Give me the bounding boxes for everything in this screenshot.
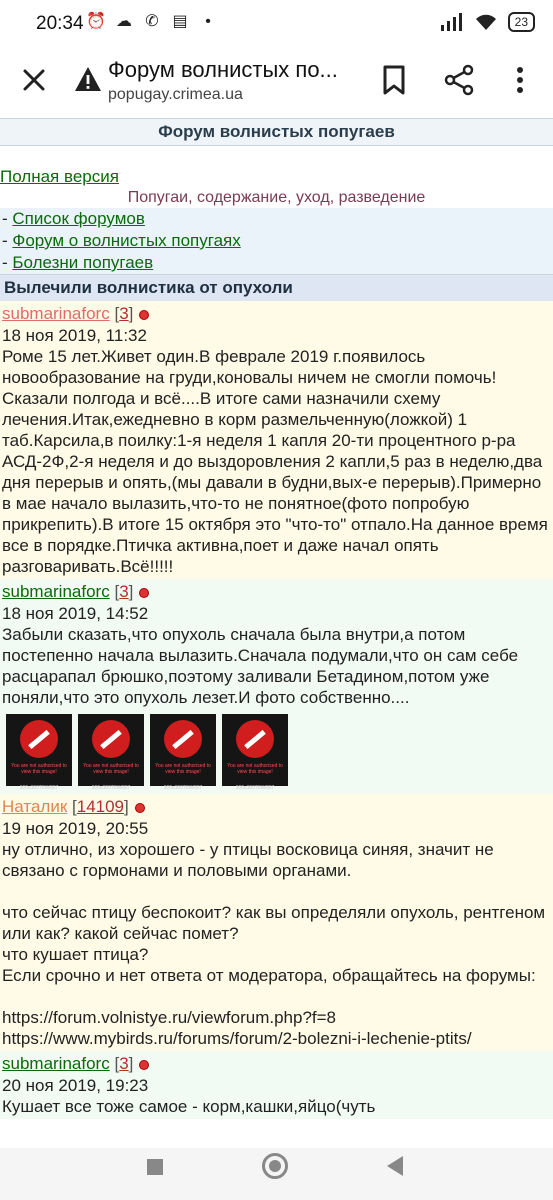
attachment-caption: You are not authorised to view this image! [155, 763, 211, 775]
attachment-image[interactable] [78, 714, 144, 791]
wifi-icon [474, 12, 498, 32]
forum-tagline: Попугаи, содержание, уход, разведение [127, 189, 426, 206]
battery-icon: 23 [508, 12, 535, 32]
full-version-row [0, 166, 553, 187]
post-author-link[interactable]: submarinaforc [2, 582, 110, 601]
post-rank: [3] [114, 1054, 134, 1073]
signal-icon [440, 12, 464, 32]
post-paragraph: ну отлично, из хорошего - у птицы восковица синяя, значит не связано с гормонами и половыми органами. [2, 840, 494, 880]
post-paragraph: Забыли сказать,что опухоль сначала была внутри,а потом постепенно начала вылазить.Сначала подумали,что он сам себе расцарапал брюшко,поэтому заливали Бетадином,потом уже поняли,что это опухоль лезет.И фото собственно.... [2, 625, 519, 707]
more-dots-icon: • [205, 13, 211, 30]
recents-icon[interactable] [147, 1159, 163, 1175]
bookmark-icon[interactable] [380, 64, 408, 96]
post-paragraph [2, 881, 551, 902]
forum-post [0, 1051, 553, 1119]
breadcrumb-dash: - [2, 231, 13, 250]
post-date: 19 ноя 2019, 20:55 [2, 819, 149, 838]
viber-icon: ✆ [145, 13, 159, 30]
attachment-caption: You are not authorised to view this image! [83, 763, 139, 775]
breadcrumb-item [0, 230, 553, 252]
breadcrumb [0, 208, 553, 274]
post-rank-link[interactable]: 14109 [76, 797, 125, 816]
online-status-icon [139, 1060, 149, 1070]
status-time: 20:34 [36, 13, 84, 34]
online-status-icon [135, 803, 145, 813]
attachment-image[interactable] [150, 714, 216, 791]
post-author-line [2, 303, 551, 325]
post-rank: [3] [114, 582, 134, 601]
post-date: 18 ноя 2019, 11:32 [2, 326, 147, 345]
browser-app-bar [0, 48, 553, 114]
post-author-link[interactable]: submarinaforc [2, 1054, 110, 1073]
post-author-line [2, 796, 551, 818]
post-paragraph [2, 986, 551, 1007]
post-rank-link[interactable]: 3 [119, 304, 129, 323]
close-icon[interactable] [18, 64, 50, 96]
breadcrumb-dash: - [2, 253, 13, 272]
cloud-icon: ☁ [116, 13, 132, 30]
alarm-icon: ⏰ [86, 13, 106, 30]
share-icon[interactable] [443, 64, 475, 96]
post-date: 20 ноя 2019, 19:23 [2, 1076, 149, 1095]
attachment-id: 300x300T6W6E7 [91, 785, 131, 791]
post-body [2, 346, 551, 577]
breadcrumb-forum-list-link[interactable]: Список форумов [12, 209, 145, 228]
page-title: Форум волнистых по... [108, 57, 338, 82]
more-vert-icon[interactable] [508, 64, 532, 96]
post-date: 18 ноя 2019, 14:52 [2, 604, 149, 623]
forum-post [0, 301, 553, 579]
warning-icon[interactable] [74, 66, 102, 92]
page-content [0, 118, 553, 1148]
attachment-id: 300x300T6W6E7 [19, 785, 59, 791]
attachment-image[interactable] [222, 714, 288, 791]
attachment-id: 300x300T6W6E7 [235, 785, 275, 791]
no-access-icon [20, 720, 58, 758]
post-author-line [2, 1053, 551, 1075]
post-rank-link[interactable]: 3 [119, 1054, 129, 1073]
status-icons-left [86, 12, 218, 32]
breadcrumb-budgies-forum-link[interactable]: Форум о волнистых попугаях [12, 231, 241, 250]
post-external-link[interactable]: https://www.mybirds.ru/forums/forum/2-bolezni-i-lechenie-ptits/ [2, 1029, 472, 1048]
post-body [2, 624, 551, 708]
post-paragraph: что кушает птица? [2, 945, 149, 964]
post-attachments [2, 708, 551, 792]
online-status-icon [139, 310, 149, 320]
breadcrumb-item [0, 208, 553, 230]
topic-title: Вылечили волнистика от опухоли [0, 274, 553, 301]
forum-header: Форум волнистых попугаев [0, 118, 553, 146]
attachment-image[interactable] [6, 714, 72, 791]
breadcrumb-item [0, 252, 553, 274]
full-version-link[interactable]: Полная версия [0, 167, 119, 186]
post-rank-link[interactable]: 3 [119, 582, 129, 601]
attachment-id: 300x300T6W6E7 [163, 785, 203, 791]
post-paragraph: Если срочно и нет ответа от модератора, обращайтесь на форумы: [2, 966, 536, 985]
post-paragraph: Роме 15 лет.Живет один.В феврале 2019 г.появилось новообразование на груди,коновалы ничем не смогли помочь! Сказали полгода и всё....В итоге сами назначили схему лечения.Итак,ежедневно в корм размельченную(ложкой) 1 таб.Карсила,в поилку:1-я неделя 1 капля 20-ти процентного р-ра АСД-2Ф,2-я неделя и до выздоровления 2 капли,5 раз в неделю,два дня перерыв и опять,(мы давали в будни,вых-е перерыв).Примерно в мае начало вылазить,что-то не понятное(фото попробую прикрепить).В итоге 15 октября это "что-то" отпало.На данное время все в порядке.Птичка активна,поет и даже начал опять разговаривать.Всё!!!!! [2, 347, 548, 576]
post-author-line [2, 581, 551, 603]
post-rank: [14109] [72, 797, 129, 816]
sim-icon: ▤ [172, 13, 188, 30]
breadcrumb-diseases-link[interactable]: Болезни попугаев [12, 253, 154, 272]
home-icon[interactable] [262, 1153, 288, 1179]
forum-post [0, 794, 553, 1051]
post-rank: [3] [114, 304, 134, 323]
post-author-link[interactable]: Наталик [2, 797, 68, 816]
no-access-icon [92, 720, 130, 758]
no-access-icon [236, 720, 274, 758]
post-body [2, 1096, 551, 1117]
post-body [2, 839, 551, 1049]
breadcrumb-dash: - [2, 209, 13, 228]
post-paragraph: что сейчас птицу беспокоит? как вы определяли опухоль, рентгеном или как? какой сейчас помет? [2, 903, 546, 943]
post-author-link[interactable]: submarinaforc [2, 304, 110, 323]
status-bar [0, 0, 553, 48]
online-status-icon [139, 588, 149, 598]
status-icons-right [440, 12, 535, 32]
back-icon[interactable] [387, 1156, 403, 1176]
no-access-icon [164, 720, 202, 758]
page-url[interactable]: popugay.crimea.ua [108, 86, 243, 103]
post-paragraph: Кушает все тоже самое - корм,кашки,яйцо(чуть [2, 1097, 376, 1116]
attachment-caption: You are not authorised to view this image! [11, 763, 67, 775]
forum-post [0, 579, 553, 794]
system-navigation-bar [0, 1148, 553, 1200]
attachment-caption: You are not authorised to view this image! [227, 763, 283, 775]
post-external-link[interactable]: https://forum.volnistye.ru/viewforum.php?f=8 [2, 1008, 337, 1027]
